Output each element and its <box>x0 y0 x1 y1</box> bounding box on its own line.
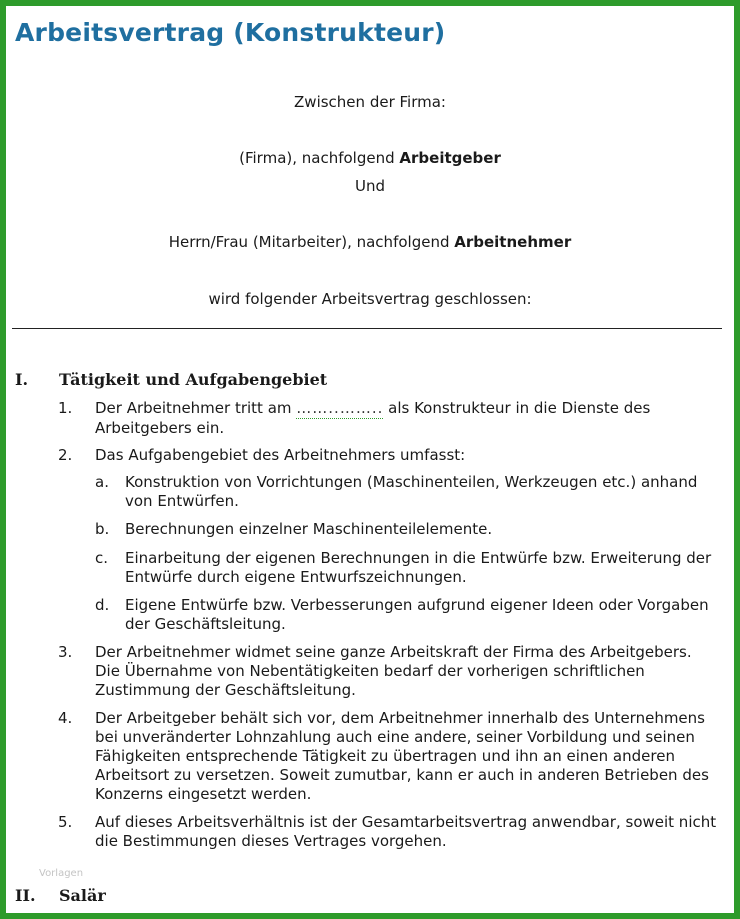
item-text: Der Arbeitnehmer widmet seine ganze Arbeitskraft der Firma des Arbeitgebers. Die Übernahme von Nebentätigkeiten bedarf der vorherigen schriftlichen Zustimmung der Geschäftsleitung. <box>95 643 692 699</box>
sub-item-text: Konstruktion von Vorrichtungen (Maschinenteilen, Werkzeugen etc.) anhand von Entwürfen. <box>125 473 698 510</box>
item-text: Der Arbeitgeber behält sich vor, dem Arbeitnehmer innerhalb des Unternehmens bei unveränderter Lohnzahlung auch eine andere, seiner Vorbildung und seinen Fähigkeiten entsprechende Tätigkeit zu übertragen und ihn an einen anderen Arbeitsort zu versetzen. Soweit zumutbar, kann er auch in anderen Betrieben des Konzerns eingesetzt werden. <box>95 709 709 803</box>
divider <box>12 328 722 329</box>
section-heading-1 <box>15 370 327 389</box>
date-blank: ……..…….. <box>296 399 384 417</box>
section-heading-2 <box>15 886 106 905</box>
item-number: 1. <box>58 399 73 417</box>
sub-item-letter: a. <box>95 473 109 491</box>
section-number: II. <box>15 886 36 905</box>
employee-line <box>6 233 734 251</box>
item-text: Auf dieses Arbeitsverhältnis ist der Gesamtarbeitsvertrag anwendbar, soweit nicht die Bestimmungen dieses Vertrages vorgehen. <box>95 813 717 850</box>
and-line: Und <box>354 177 385 195</box>
item-text: Das Aufgabengebiet des Arbeitnehmers umfasst: <box>95 446 466 464</box>
sub-item-text: Eigene Entwürfe bzw. Verbesserungen aufgrund eigener Ideen oder Vorgaben der Geschäftsleitung. <box>125 596 709 633</box>
parties-intro: Zwischen der Firma: <box>294 93 446 111</box>
employee-term: Arbeitnehmer <box>454 233 572 251</box>
section-title: Tätigkeit und Aufgabengebiet <box>59 370 328 389</box>
sub-item-text: Einarbeitung der eigenen Berechnungen in die Entwürfe bzw. Erweiterung der Entwürfe durch eigene Entwurfszeichnungen. <box>125 549 712 586</box>
employer-term: Arbeitgeber <box>399 149 501 167</box>
sub-item-letter: c. <box>95 549 109 567</box>
item-text: Der Arbeitnehmer tritt am ……..…….. als Konstrukteur in die Dienste des Arbeitgebers ein. <box>95 399 651 437</box>
employee-prefix: Herrn/Frau (Mitarbeiter), nachfolgend <box>168 233 455 251</box>
sub-item-letter: b. <box>95 520 110 538</box>
section-title: Salär <box>59 886 106 905</box>
document-page <box>6 6 734 913</box>
sub-item-letter: d. <box>95 596 110 614</box>
section-number: I. <box>15 370 29 389</box>
item-number: 3. <box>58 643 73 661</box>
watermark: Vorlagen <box>39 868 84 879</box>
employer-line <box>6 149 734 167</box>
item-number: 2. <box>58 446 73 464</box>
item-number: 5. <box>58 813 73 831</box>
employer-prefix: (Firma), nachfolgend <box>239 149 400 167</box>
sub-item-text: Berechnungen einzelner Maschinenteilelemente. <box>125 520 493 538</box>
closing-line: wird folgender Arbeitsvertrag geschlossen: <box>208 290 532 308</box>
document-title: Arbeitsvertrag (Konstrukteur) <box>15 18 446 47</box>
item-number: 4. <box>58 709 73 727</box>
